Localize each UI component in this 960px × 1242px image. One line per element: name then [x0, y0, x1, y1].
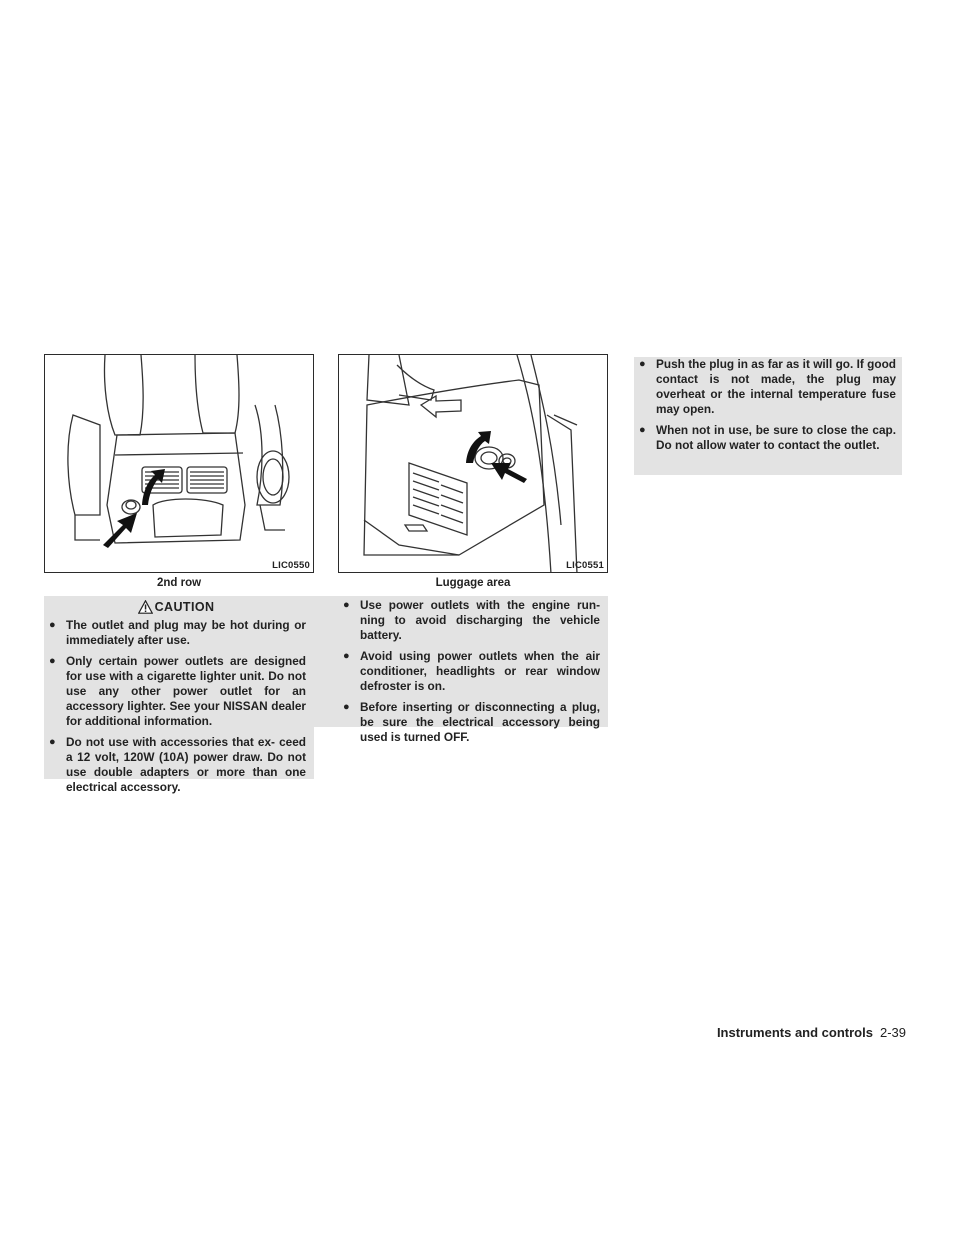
section-title: Instruments and controls: [716, 1025, 873, 1040]
bullet-icon: ●: [343, 599, 350, 611]
figure-code: LIC0551: [566, 560, 604, 571]
caution-list-col2: [338, 598, 602, 745]
figure-2nd-row: [44, 354, 314, 573]
caution-list-col1: [44, 618, 308, 795]
bullet-icon: ●: [343, 650, 350, 662]
caution-item: ● When not in use, be sure to close the cap. Do not allow water to contact the outlet.: [639, 423, 896, 452]
bullet-icon: ●: [639, 424, 646, 436]
caution-item: ● Avoid using power outlets when the air conditioner, headlights or rear window defroster is on.: [343, 649, 600, 693]
figure-2nd-row-illustration: [45, 355, 314, 573]
figure-luggage-area: [338, 354, 608, 573]
caution-item: ● Only certain power outlets are designed for use with a cigarette lighter unit. Do not use any other power outlet for an accessory lighter. See your NISSAN dealer for additional information.: [49, 654, 306, 728]
caution-item: ● Push the plug in as far as it will go. If good contact is not made, the plug may overheat or the internal temperature fuse may open.: [639, 357, 896, 416]
figure-caption: 2nd row: [156, 577, 202, 589]
figure-luggage-area-illustration: [339, 355, 608, 573]
caution-item: ● Before inserting or disconnecting a plug, be sure the electrical accessory being used is turned OFF.: [343, 700, 600, 744]
caution-heading: [44, 596, 308, 618]
figure-caption: Luggage area: [435, 577, 511, 589]
caution-item: ● The outlet and plug may be hot during or immediately after use.: [49, 618, 306, 647]
caution-box-continued: [634, 357, 902, 475]
page-number: 2-39: [879, 1025, 906, 1040]
page-footer: [717, 1025, 906, 1040]
bullet-icon: ●: [49, 736, 56, 748]
bullet-icon: ●: [343, 701, 350, 713]
caution-box: [44, 596, 314, 794]
caution-item: ● Use power outlets with the engine run- ning to avoid discharging the vehicle battery.: [343, 598, 600, 642]
figure-code: LIC0550: [272, 560, 310, 571]
caution-item: ● Do not use with accessories that ex- ceed a 12 volt, 120W (10A) power draw. Do not use double adapters or more than one electrical accessory.: [49, 735, 306, 794]
bullet-icon: ●: [49, 655, 56, 667]
bullet-icon: ●: [49, 619, 56, 631]
caution-title: CAUTION: [154, 600, 215, 614]
caution-list-col3: [634, 357, 898, 453]
warning-triangle-icon: [138, 600, 153, 614]
bullet-icon: ●: [639, 358, 646, 370]
caution-box-continued: [314, 596, 608, 744]
